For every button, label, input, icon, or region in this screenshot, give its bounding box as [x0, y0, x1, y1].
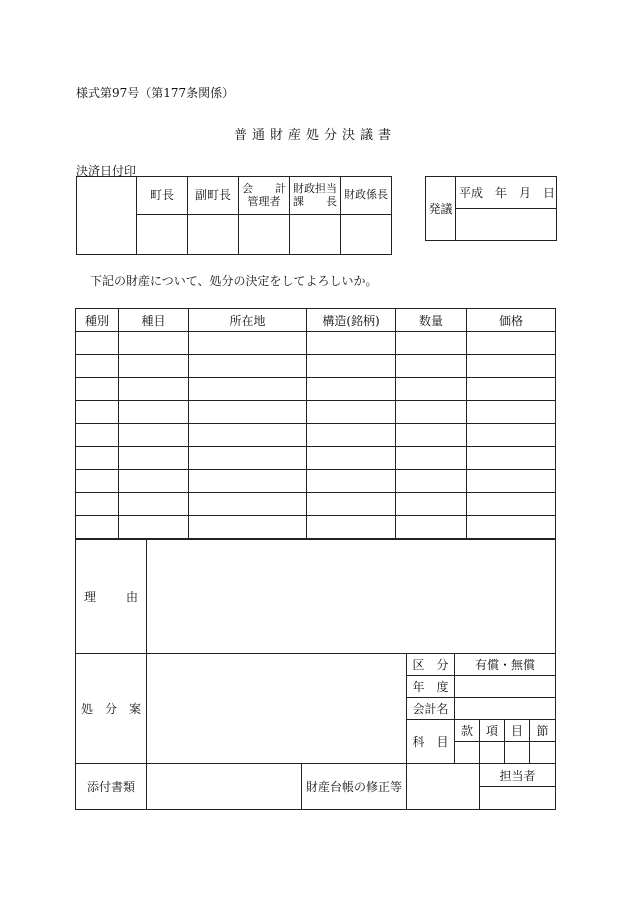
reason-field[interactable]	[147, 540, 556, 654]
reason-label	[76, 540, 147, 654]
property-cell[interactable]	[467, 493, 556, 516]
form-number: 様式第97号（第177条関係）	[76, 86, 235, 100]
property-cell[interactable]	[307, 355, 396, 378]
subject-part-moku: 目	[505, 720, 530, 742]
document-title: 普通財産処分決議書	[233, 128, 396, 143]
dispatch-label: 発議	[426, 177, 456, 241]
property-cell[interactable]	[307, 516, 396, 539]
property-row	[76, 332, 556, 355]
property-cell[interactable]	[467, 470, 556, 493]
property-cell[interactable]	[467, 516, 556, 539]
ledger-field[interactable]	[407, 764, 480, 810]
account-name-field[interactable]	[455, 698, 556, 720]
property-cell[interactable]	[396, 332, 467, 355]
property-cell[interactable]	[396, 424, 467, 447]
property-cell[interactable]	[189, 355, 307, 378]
approver-stamp-cell[interactable]	[239, 215, 290, 255]
property-table	[75, 308, 556, 539]
category-label: 区 分	[407, 654, 455, 676]
property-cell[interactable]	[307, 493, 396, 516]
header-item: 種目	[119, 309, 189, 332]
approver-head-finance-manager-line1: 財政担当	[293, 182, 337, 196]
property-cell[interactable]	[189, 378, 307, 401]
reason-label-right: 由	[125, 590, 138, 604]
property-cell[interactable]	[189, 447, 307, 470]
account-name-label: 会計名	[407, 698, 455, 720]
property-cell[interactable]	[467, 401, 556, 424]
property-cell[interactable]	[396, 401, 467, 424]
subject-part-setsu: 節	[530, 720, 556, 742]
property-cell[interactable]	[119, 401, 189, 424]
property-cell[interactable]	[189, 516, 307, 539]
property-cell[interactable]	[119, 332, 189, 355]
year-field[interactable]	[455, 676, 556, 698]
property-cell[interactable]	[307, 378, 396, 401]
property-cell[interactable]	[189, 493, 307, 516]
subject-label: 科 目	[407, 720, 455, 764]
property-cell[interactable]	[467, 355, 556, 378]
property-row	[76, 493, 556, 516]
approver-stamp-cell[interactable]	[341, 215, 392, 255]
property-cell[interactable]	[467, 332, 556, 355]
property-cell[interactable]	[76, 332, 119, 355]
header-structure: 構造(銘柄)	[307, 309, 396, 332]
subject-setsu-field[interactable]	[530, 742, 556, 764]
property-cell[interactable]	[307, 401, 396, 424]
approval-table	[76, 176, 392, 255]
property-row	[76, 355, 556, 378]
attachments-label: 添付書類	[76, 764, 147, 810]
property-cell[interactable]	[119, 424, 189, 447]
header-price: 価格	[467, 309, 556, 332]
reason-label-left: 理	[84, 590, 97, 604]
property-row	[76, 424, 556, 447]
property-cell[interactable]	[76, 424, 119, 447]
disposal-field[interactable]	[147, 654, 407, 764]
property-cell[interactable]	[396, 493, 467, 516]
property-cell[interactable]	[396, 470, 467, 493]
approver-head-accountant-line1: 会 計	[242, 182, 286, 196]
stamp-box	[77, 177, 137, 255]
category-value[interactable]: 有償・無償	[455, 654, 556, 676]
property-cell[interactable]	[119, 355, 189, 378]
property-cell[interactable]	[119, 447, 189, 470]
ledger-label: 財産台帳の修正等	[302, 764, 407, 810]
approver-head-accountant	[239, 177, 290, 215]
subject-part-kou: 項	[480, 720, 505, 742]
property-row	[76, 401, 556, 424]
property-cell[interactable]	[396, 447, 467, 470]
property-cell[interactable]	[76, 378, 119, 401]
property-cell[interactable]	[76, 447, 119, 470]
property-cell[interactable]	[189, 470, 307, 493]
header-quantity: 数量	[396, 309, 467, 332]
property-cell[interactable]	[119, 516, 189, 539]
property-cell[interactable]	[307, 424, 396, 447]
notice-text: 下記の財産について、処分の決定をしてよろしいか。	[90, 274, 378, 288]
header-location: 所在地	[189, 309, 307, 332]
property-row	[76, 470, 556, 493]
subject-moku-field[interactable]	[505, 742, 530, 764]
approver-head-deputy-mayor: 副町長	[188, 177, 239, 215]
attachments-field[interactable]	[147, 764, 302, 810]
subject-kan-field[interactable]	[455, 742, 480, 764]
property-row	[76, 447, 556, 470]
property-cell[interactable]	[189, 424, 307, 447]
property-cell[interactable]	[76, 401, 119, 424]
dispatch-table	[425, 176, 557, 241]
property-cell[interactable]	[396, 355, 467, 378]
approver-stamp-cell[interactable]	[188, 215, 239, 255]
property-cell[interactable]	[396, 516, 467, 539]
subject-kou-field[interactable]	[480, 742, 505, 764]
dispatch-date-label: 平成 年 月 日	[456, 177, 557, 209]
property-cell[interactable]	[119, 378, 189, 401]
property-cell[interactable]	[396, 378, 467, 401]
approver-head-finance-manager	[290, 177, 341, 215]
disposal-label: 処 分 案	[76, 654, 147, 764]
property-cell[interactable]	[76, 355, 119, 378]
property-cell[interactable]	[76, 493, 119, 516]
approver-stamp-cell[interactable]	[137, 215, 188, 255]
property-cell[interactable]	[119, 470, 189, 493]
subject-part-kan: 款	[455, 720, 480, 742]
property-cell[interactable]	[189, 332, 307, 355]
property-cell[interactable]	[76, 516, 119, 539]
approver-stamp-cell[interactable]	[290, 215, 341, 255]
approver-head-finance-manager-line2: 課 長	[293, 194, 337, 208]
dispatch-date-cell[interactable]	[456, 209, 557, 241]
property-cell[interactable]	[467, 378, 556, 401]
header-kind: 種別	[76, 309, 119, 332]
property-cell[interactable]	[307, 332, 396, 355]
property-cell[interactable]	[307, 447, 396, 470]
property-cell[interactable]	[189, 401, 307, 424]
person-label: 担当者	[480, 764, 556, 787]
approver-head-accountant-line2: 管理者	[247, 194, 281, 208]
year-label: 年 度	[407, 676, 455, 698]
person-field[interactable]	[480, 787, 556, 810]
lower-table	[75, 539, 556, 810]
property-row	[76, 516, 556, 539]
property-rows	[76, 332, 556, 539]
property-cell[interactable]	[119, 493, 189, 516]
property-row	[76, 378, 556, 401]
property-cell[interactable]	[467, 424, 556, 447]
property-cell[interactable]	[467, 447, 556, 470]
stamp-label: 決済日付印	[76, 164, 137, 178]
approver-head-finance-chief: 財政係長	[341, 177, 392, 215]
property-cell[interactable]	[307, 470, 396, 493]
property-cell[interactable]	[76, 470, 119, 493]
approver-head-mayor: 町長	[137, 177, 188, 215]
